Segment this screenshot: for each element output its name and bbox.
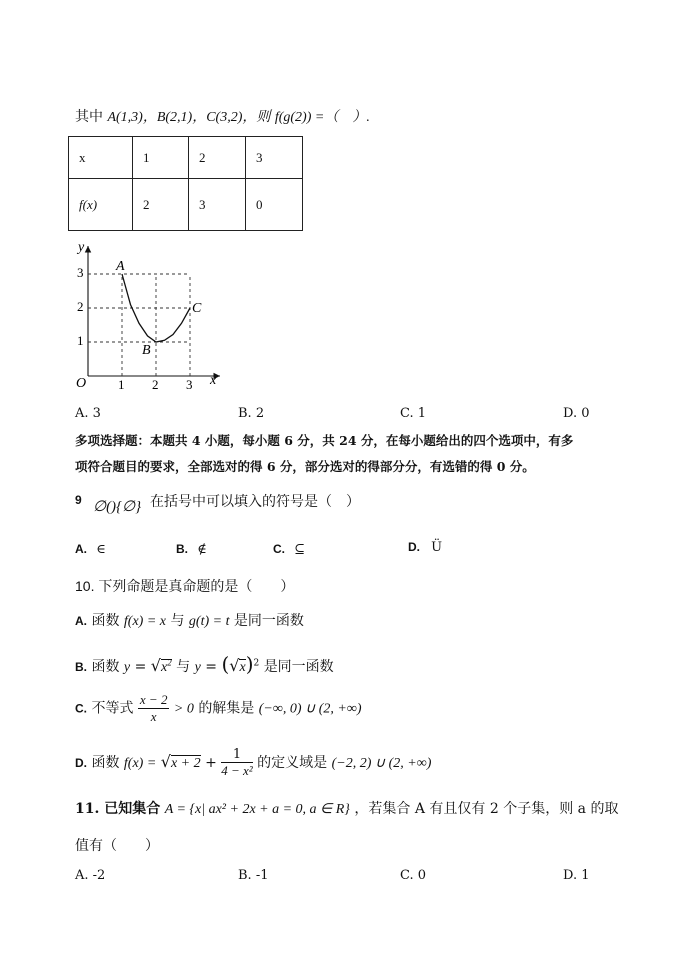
q9-option-a: A. ∈: [75, 542, 106, 557]
option-c: C. 1: [400, 406, 427, 421]
intro-expr: f(g(2)) =（ ）.: [274, 110, 370, 125]
subset-symbol: ⊆: [294, 542, 305, 557]
option-d: D. 0: [563, 406, 590, 421]
q10-option-c: C. 不等式 $\frac{x - 2}{x}$ > 0 的解集是 (−∞, 0) ∪ (2, +∞): [75, 692, 362, 724]
x-tick-label: 1: [118, 377, 125, 392]
option-a: A. 3: [75, 406, 101, 421]
y-axis-label: y: [78, 240, 85, 255]
point-label-a: A: [116, 259, 125, 274]
q11-option-d: D. 1: [563, 868, 590, 883]
table-cell: 0: [246, 179, 303, 231]
origin-label: O: [76, 376, 87, 391]
point-label-c: C: [192, 301, 202, 316]
function-graph: [70, 236, 230, 396]
q9-option-c: C. ⊆: [273, 542, 305, 557]
element-of-symbol: ∈: [96, 542, 106, 557]
q9-text: 在括号中可以填入的符号是（ ）: [150, 494, 360, 510]
y-tick-label: 3: [77, 265, 84, 280]
q9-option-d: D. Ü: [408, 540, 443, 555]
point-label-b: B: [142, 343, 151, 358]
section-instructions-line1: 多项选择题：本题共 4 小题，每小题 6 分，共 24 分，在每小题给出的四个选项中，有多: [75, 433, 574, 448]
x-axis-label: x: [210, 373, 217, 388]
q11-line2: 值有（ ）: [75, 838, 159, 854]
q11-option-b: B. -1: [238, 868, 269, 883]
function-table: [68, 136, 303, 231]
q9-expression: ∅(){∅}: [93, 499, 142, 515]
fraction: $\frac{x - 2}{x}$: [139, 692, 168, 724]
q10-option-a: A. 函数 f(x) = x 与 g(t) = t 是同一函数: [75, 613, 304, 629]
not-element-symbol: ∉: [197, 542, 207, 557]
table-cell: 3: [246, 137, 303, 179]
set-definition: A = {x| ax² + 2x + a = 0, a ∈ R}: [164, 802, 350, 817]
q11-option-a: A. -2: [75, 868, 106, 883]
q9-option-b: B. ∉: [176, 542, 207, 557]
q10-option-b: B. 函数 $y = √x^2$ 与 $y = (√x)^2$ 是同一函数: [75, 652, 334, 676]
table-row: [69, 179, 303, 231]
option-b: B. 2: [238, 406, 265, 421]
table-cell: 2: [189, 137, 246, 179]
table-row: [69, 137, 303, 179]
grid-lines: [88, 274, 190, 376]
table-cell: 1: [133, 137, 189, 179]
table-cell: 3: [189, 179, 246, 231]
intro-prefix: 其中: [75, 109, 103, 125]
q11-line1: 11. 已知集合 A = {x| ax² + 2x + a = 0, a ∈ R} ，若集合 A 有且仅有 2 个子集，则 a 的取: [75, 801, 619, 817]
q11-option-c: C. 0: [400, 868, 427, 883]
proper-subset-symbol: Ü: [431, 540, 443, 555]
x-tick-label: 2: [152, 377, 159, 392]
question-number: 9: [75, 493, 82, 507]
x-tick-label: 3: [186, 377, 193, 392]
fraction: $\frac{1}{\text{4 − x²}}$: [221, 747, 253, 778]
q10-option-d: D. 函数 f(x) = √x + 2 + $\frac{1}{\text{4 − x²}}$ 的定义域是 (−2, 2) ∪ (2, +∞): [75, 747, 432, 778]
table-cell: x: [69, 137, 133, 179]
q10-stem: 10. 下列命题是真命题的是（ ）: [75, 578, 295, 594]
intro-points: A(1,3)，B(2,1)，C(3,2)，则: [107, 110, 271, 125]
table-cell: 2: [133, 179, 189, 231]
section-instructions-line2: 项符合题目的要求，全部选对的得 6 分，部分选对的得部分分，有选错的得 0 分。: [75, 459, 535, 474]
table-cell: f(x): [69, 179, 133, 231]
intro-line: [75, 106, 370, 126]
y-tick-label: 2: [77, 299, 84, 314]
y-tick-label: 1: [77, 333, 84, 348]
